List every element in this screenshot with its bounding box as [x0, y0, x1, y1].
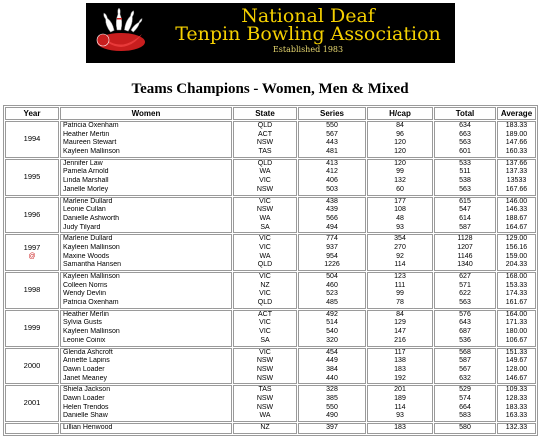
- average-cell: 149.67: [505, 357, 528, 365]
- average-cell: 168.00: [505, 273, 528, 280]
- names-column-cell: [60, 234, 232, 271]
- hcap-cell: 117: [394, 348, 406, 356]
- state-cell: NSW: [256, 357, 274, 365]
- total-column-cell: [434, 310, 496, 347]
- state-cell: VIC: [259, 235, 271, 243]
- player-name: Annette Lapins: [63, 357, 110, 365]
- total-column-cell: [434, 385, 496, 422]
- series-cell: 954: [326, 252, 338, 260]
- average-column-cell: [497, 348, 536, 385]
- total-cell: 1146: [457, 252, 473, 260]
- hcap-cell: 84: [396, 122, 404, 129]
- names-column-cell: [60, 385, 232, 422]
- player-name: Judy Tilyard: [63, 223, 101, 231]
- player-name: Leonie Coinix: [63, 336, 106, 344]
- year-cell: [5, 197, 59, 234]
- total-cell: 529: [459, 386, 471, 394]
- series-cell: 481: [326, 148, 338, 156]
- total-column-cell: [434, 348, 496, 385]
- series-cell: 443: [326, 139, 338, 147]
- series-cell: 504: [326, 273, 338, 280]
- average-cell: 156.16: [505, 243, 528, 251]
- total-cell: 583: [459, 412, 471, 420]
- table-row: [5, 159, 536, 196]
- hcap-cell: 123: [394, 273, 406, 280]
- average-column-cell: [497, 234, 536, 271]
- state-cell: TAS: [258, 148, 272, 156]
- total-cell: 1207: [457, 243, 473, 251]
- total-cell: 627: [459, 273, 471, 280]
- year-marker: @: [28, 252, 36, 260]
- state-cell: TAS: [258, 386, 272, 394]
- series-cell: 490: [326, 412, 338, 420]
- hcap-column-cell: [367, 121, 433, 158]
- series-cell: 503: [326, 185, 338, 193]
- hcap-column-cell: [367, 272, 433, 309]
- series-cell: 413: [326, 159, 338, 167]
- total-cell: 663: [459, 130, 471, 138]
- hcap-cell: 114: [394, 261, 406, 269]
- total-cell: 1340: [457, 261, 473, 269]
- page-title: Teams Champions - Women, Men & Mixed: [131, 81, 409, 97]
- series-cell: 523: [326, 290, 338, 298]
- states-column-cell: [233, 159, 297, 196]
- player-name: Pamela Arnold: [63, 168, 109, 176]
- player-name: Lillian Henwood: [63, 424, 113, 431]
- series-cell: 412: [326, 168, 338, 176]
- average-cell: 174.33: [505, 290, 528, 298]
- names-column-cell: [60, 197, 232, 234]
- names-column-cell: [60, 272, 232, 309]
- series-column-cell: [298, 310, 366, 347]
- year-label: 1998: [23, 285, 41, 295]
- player-name: Sylvia Gusts: [63, 319, 102, 327]
- total-cell: 576: [459, 310, 471, 318]
- hcap-column-cell: [367, 385, 433, 422]
- average-column-cell: [497, 197, 536, 234]
- hcap-cell: 120: [394, 139, 406, 147]
- player-name: Janet Meaney: [63, 374, 107, 382]
- average-cell: 146.33: [505, 206, 528, 214]
- header-hcap: H/cap: [367, 107, 433, 120]
- average-cell: 171.33: [505, 319, 528, 327]
- series-cell: 485: [326, 299, 338, 307]
- player-name: Danielle Ashworth: [63, 214, 120, 222]
- average-cell: 159.00: [505, 252, 528, 260]
- hcap-column-cell: [367, 197, 433, 234]
- player-name: Heather Merlin: [63, 310, 109, 318]
- hcap-cell: 189: [394, 394, 406, 402]
- player-name: Kayleen Mallinson: [63, 148, 120, 156]
- player-name: Leonie Cullan: [63, 206, 106, 214]
- banner-established: Established 1983: [272, 45, 344, 54]
- total-column-cell: [434, 159, 496, 196]
- total-cell: 601: [459, 148, 471, 156]
- series-cell: 397: [326, 424, 338, 431]
- table-row: [5, 423, 536, 434]
- series-cell: 384: [326, 365, 338, 373]
- total-cell: 571: [459, 281, 471, 289]
- state-cell: NSW: [256, 365, 274, 373]
- average-cell: 183.33: [505, 403, 528, 411]
- player-name: Shiela Jackson: [63, 386, 111, 394]
- total-column-cell: [434, 272, 496, 309]
- header-average: Average: [497, 107, 536, 120]
- header-series: Series: [298, 107, 366, 120]
- average-cell: 109.33: [505, 386, 528, 394]
- total-cell: 563: [459, 185, 471, 193]
- state-cell: NSW: [256, 206, 274, 214]
- year-cell: [5, 121, 59, 158]
- state-cell: VIC: [259, 328, 271, 336]
- series-cell: 449: [326, 357, 338, 365]
- hcap-cell: 99: [396, 290, 404, 298]
- player-name: Samantha Hansen: [63, 261, 121, 269]
- series-cell: 439: [326, 206, 338, 214]
- state-cell: QLD: [257, 159, 273, 167]
- player-name: Marlene Dullard: [63, 235, 113, 243]
- player-name: Heather Mertin: [63, 130, 110, 138]
- player-name: Patricia Oxenham: [63, 299, 119, 307]
- series-column-cell: [298, 348, 366, 385]
- total-cell: 587: [459, 357, 471, 365]
- banner-title-line1: National Deaf: [241, 5, 375, 27]
- total-cell: 615: [459, 197, 471, 205]
- state-cell: QLD: [257, 261, 273, 269]
- total-cell: 643: [459, 319, 471, 327]
- average-cell: 147.66: [505, 139, 528, 147]
- hcap-column-cell: [367, 159, 433, 196]
- average-cell: 128.00: [505, 365, 528, 373]
- series-column-cell: [298, 197, 366, 234]
- header-year: Year: [5, 107, 59, 120]
- series-column-cell: [298, 234, 366, 271]
- year-label: 1994: [23, 134, 41, 144]
- hcap-cell: 138: [394, 357, 406, 365]
- series-column-cell: [298, 159, 366, 196]
- hcap-column-cell: [367, 310, 433, 347]
- series-cell: 492: [326, 310, 338, 318]
- player-name: Dawn Loader: [63, 365, 105, 373]
- state-cell: NZ: [260, 281, 270, 289]
- state-cell: VIC: [259, 290, 271, 298]
- total-cell: 563: [459, 299, 471, 307]
- average-cell: 167.66: [505, 185, 528, 193]
- average-cell: 188.67: [505, 214, 528, 222]
- average-cell: 189.00: [505, 130, 528, 138]
- state-cell: VIC: [259, 197, 271, 205]
- average-cell: 183.33: [505, 122, 528, 129]
- hcap-cell: 270: [394, 243, 406, 251]
- series-cell: 567: [326, 130, 338, 138]
- states-column-cell: [233, 310, 297, 347]
- total-cell: 587: [459, 223, 471, 231]
- player-name: Maureen Stewart: [63, 139, 117, 147]
- hcap-cell: 354: [394, 235, 406, 243]
- state-cell: VIC: [259, 348, 271, 356]
- state-cell: NZ: [260, 424, 270, 431]
- average-column-cell: [497, 159, 536, 196]
- table-row: [5, 272, 536, 309]
- average-column-cell: [497, 272, 536, 309]
- hcap-cell: 114: [394, 403, 406, 411]
- total-cell: 563: [459, 139, 471, 147]
- names-column-cell: [60, 348, 232, 385]
- year-cell: [5, 348, 59, 385]
- state-cell: VIC: [259, 177, 271, 185]
- hcap-cell: 93: [396, 412, 404, 420]
- hcap-cell: 120: [394, 148, 406, 156]
- state-cell: SA: [260, 336, 270, 344]
- year-label: 2000: [23, 360, 41, 370]
- average-cell: 204.33: [505, 261, 528, 269]
- total-cell: 664: [459, 403, 471, 411]
- state-cell: NSW: [256, 185, 274, 193]
- year-label: 1997: [23, 242, 41, 252]
- player-name: Kayleen Mallinson: [63, 273, 120, 280]
- average-cell: 132.33: [505, 424, 528, 431]
- names-column-cell: [60, 121, 232, 158]
- series-cell: 438: [326, 197, 338, 205]
- table-row: [5, 348, 536, 385]
- player-name: Glenda Ashcroft: [63, 348, 113, 356]
- total-cell: 632: [459, 374, 471, 382]
- average-cell: 146.00: [505, 197, 528, 205]
- hcap-cell: 177: [394, 197, 406, 205]
- player-name: Kayleen Mallinson: [63, 328, 120, 336]
- series-cell: 385: [326, 394, 338, 402]
- results-table: [3, 105, 538, 436]
- hcap-cell: 48: [396, 214, 404, 222]
- player-name: Linda Marshall: [63, 177, 109, 185]
- average-cell: 180.00: [505, 328, 528, 336]
- state-cell: WA: [259, 214, 271, 222]
- hcap-cell: 108: [394, 206, 406, 214]
- series-column-cell: [298, 385, 366, 422]
- year-cell: [5, 385, 59, 422]
- series-column-cell: [298, 423, 366, 434]
- hcap-cell: 78: [396, 299, 404, 307]
- average-column-cell: [497, 310, 536, 347]
- player-name: Kayleen Mallinson: [63, 243, 120, 251]
- hcap-cell: 92: [396, 252, 404, 260]
- states-column-cell: [233, 423, 297, 434]
- table-header-row: [5, 107, 536, 120]
- average-cell: 106.67: [505, 336, 528, 344]
- state-cell: VIC: [259, 273, 271, 280]
- total-cell: 568: [459, 348, 471, 356]
- total-cell: 536: [459, 336, 471, 344]
- state-cell: ACT: [258, 130, 272, 138]
- series-cell: 320: [326, 336, 338, 344]
- average-cell: 128.33: [505, 394, 528, 402]
- series-cell: 406: [326, 177, 338, 185]
- hcap-cell: 183: [394, 365, 406, 373]
- table-row: [5, 197, 536, 234]
- series-cell: 550: [326, 403, 338, 411]
- state-cell: NSW: [256, 139, 274, 147]
- average-cell: 161.67: [505, 299, 528, 307]
- state-cell: WA: [259, 412, 271, 420]
- player-name: Jennifer Law: [63, 159, 103, 167]
- hcap-cell: 201: [394, 386, 406, 394]
- player-name: Danielle Shaw: [63, 412, 108, 420]
- series-cell: 514: [326, 319, 338, 327]
- player-name: Patricia Oxenham: [63, 122, 119, 129]
- hcap-cell: 60: [396, 185, 404, 193]
- hcap-column-cell: [367, 234, 433, 271]
- total-cell: 622: [459, 290, 471, 298]
- hcap-cell: 120: [394, 159, 406, 167]
- average-cell: 146.67: [505, 374, 528, 382]
- header-state: State: [233, 107, 297, 120]
- state-cell: QLD: [257, 122, 273, 129]
- series-cell: 540: [326, 328, 338, 336]
- total-cell: 538: [459, 177, 471, 185]
- series-cell: 550: [326, 122, 338, 129]
- table-row: [5, 385, 536, 422]
- series-cell: 460: [326, 281, 338, 289]
- hcap-cell: 132: [394, 177, 406, 185]
- average-cell: 137.66: [505, 159, 528, 167]
- total-column-cell: [434, 234, 496, 271]
- series-cell: 328: [326, 386, 338, 394]
- table-row: [5, 234, 536, 271]
- state-cell: VIC: [259, 243, 271, 251]
- hcap-cell: 129: [394, 319, 406, 327]
- series-cell: 566: [326, 214, 338, 222]
- hcap-column-cell: [367, 423, 433, 434]
- table-row: [5, 121, 536, 158]
- nationals-banner: [86, 3, 455, 63]
- states-column-cell: [233, 385, 297, 422]
- state-cell: VIC: [259, 319, 271, 327]
- average-cell: 129.00: [505, 235, 528, 243]
- year-cell: [5, 310, 59, 347]
- average-cell: 164.67: [505, 223, 528, 231]
- total-column-cell: [434, 423, 496, 434]
- total-column-cell: [434, 197, 496, 234]
- hcap-cell: 192: [394, 374, 406, 382]
- hcap-cell: 93: [396, 223, 404, 231]
- year-label: 2001: [23, 398, 41, 408]
- state-cell: QLD: [257, 299, 273, 307]
- player-name: Janelle Morley: [63, 185, 109, 193]
- total-cell: 1128: [457, 235, 473, 243]
- player-name: Maxine Woods: [63, 252, 110, 260]
- names-column-cell: [60, 159, 232, 196]
- names-column-cell: [60, 423, 232, 434]
- states-column-cell: [233, 272, 297, 309]
- series-column-cell: [298, 121, 366, 158]
- average-cell: 151.33: [505, 348, 528, 356]
- states-column-cell: [233, 234, 297, 271]
- hcap-cell: 183: [394, 424, 406, 431]
- series-cell: 454: [326, 348, 338, 356]
- total-cell: 634: [459, 122, 471, 129]
- average-column-cell: [497, 121, 536, 158]
- total-cell: 574: [459, 394, 471, 402]
- total-column-cell: [434, 121, 496, 158]
- hcap-cell: 96: [396, 130, 404, 138]
- hcap-cell: 111: [394, 281, 406, 289]
- hcap-cell: 84: [396, 310, 404, 318]
- total-cell: 580: [459, 424, 471, 431]
- average-cell: 160.33: [505, 148, 528, 156]
- total-cell: 687: [459, 328, 471, 336]
- average-cell: 153.33: [505, 281, 528, 289]
- series-cell: 937: [326, 243, 338, 251]
- year-cell: [5, 159, 59, 196]
- player-name: Colleen Norris: [63, 281, 108, 289]
- state-cell: WA: [259, 168, 271, 176]
- header-women: Women: [60, 107, 232, 120]
- states-column-cell: [233, 348, 297, 385]
- year-cell: [5, 272, 59, 309]
- year-label: 1995: [23, 171, 41, 181]
- banner-title-line2: Tenpin Bowling Association: [175, 23, 441, 45]
- year-cell: [5, 234, 59, 271]
- average-cell: 163.33: [505, 412, 528, 420]
- average-cell: 13533: [506, 177, 527, 185]
- series-cell: 1226: [324, 261, 340, 269]
- state-cell: ACT: [258, 310, 272, 318]
- year-label: 1999: [23, 322, 41, 332]
- hcap-cell: 216: [394, 336, 406, 344]
- series-column-cell: [298, 272, 366, 309]
- average-column-cell: [497, 385, 536, 422]
- player-name: Wendy Devlin: [63, 290, 107, 298]
- states-column-cell: [233, 197, 297, 234]
- hcap-cell: 99: [396, 168, 404, 176]
- states-column-cell: [233, 121, 297, 158]
- state-cell: NSW: [256, 374, 274, 382]
- player-name: Helen Trendos: [63, 403, 109, 411]
- series-cell: 440: [326, 374, 338, 382]
- table-row: [5, 310, 536, 347]
- header-total: Total: [434, 107, 496, 120]
- series-cell: 774: [326, 235, 338, 243]
- bowling-pins-logo-icon: [90, 6, 152, 60]
- total-cell: 567: [459, 365, 471, 373]
- year-label: 1996: [23, 209, 41, 219]
- total-cell: 511: [459, 168, 471, 176]
- state-cell: SA: [260, 223, 270, 231]
- state-cell: NSW: [256, 394, 274, 402]
- total-cell: 533: [459, 159, 471, 167]
- average-cell: 137.33: [505, 168, 528, 176]
- state-cell: WA: [259, 252, 271, 260]
- series-cell: 494: [326, 223, 338, 231]
- year-cell: [5, 423, 59, 434]
- total-cell: 547: [459, 206, 471, 214]
- average-cell: 164.00: [505, 310, 528, 318]
- hcap-column-cell: [367, 348, 433, 385]
- player-name: Dawn Loader: [63, 394, 105, 402]
- names-column-cell: [60, 310, 232, 347]
- total-cell: 614: [459, 214, 471, 222]
- hcap-cell: 147: [394, 328, 406, 336]
- state-cell: NSW: [256, 403, 274, 411]
- average-column-cell: [497, 423, 536, 434]
- player-name: Marlene Dullard: [63, 197, 113, 205]
